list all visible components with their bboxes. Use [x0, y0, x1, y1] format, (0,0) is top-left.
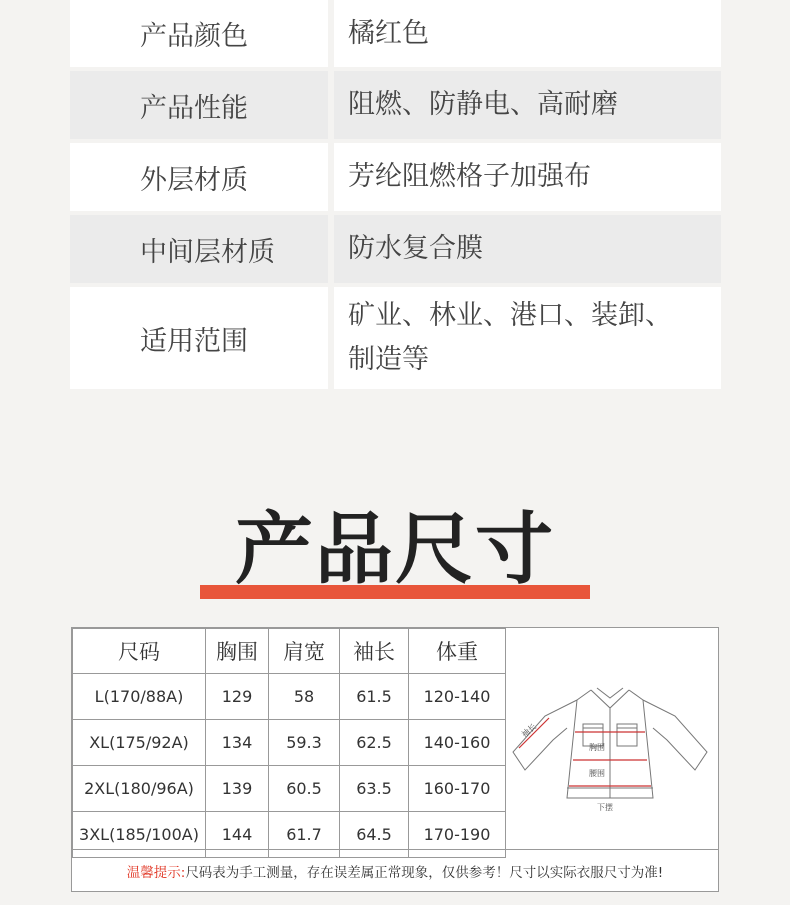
spec-key: 产品性能: [70, 71, 328, 139]
jacket-diagram-icon: [505, 628, 718, 849]
spec-row-middle-material: [70, 215, 721, 283]
spec-key: 产品颜色: [70, 0, 328, 67]
spec-key: 外层材质: [70, 143, 328, 211]
header-sleeve: 袖长: [340, 629, 409, 674]
diagram-label-chest: 胸围: [589, 743, 605, 752]
table-cell: 129: [206, 674, 269, 720]
table-cell: 61.5: [340, 674, 409, 720]
diagram-label-hem: 下摆: [597, 803, 613, 812]
table-row: [73, 766, 506, 812]
table-cell: 61.7: [269, 812, 340, 858]
spec-value: 橘红色: [334, 0, 721, 67]
diagram-label-sleeve: 袖长: [520, 721, 539, 740]
table-row: [73, 720, 506, 766]
table-cell: XL(175/92A): [73, 720, 206, 766]
header-size: 尺码: [73, 629, 206, 674]
spec-value: 阻燃、防静电、高耐磨: [334, 71, 721, 139]
spec-value: 芳纶阻燃格子加强布: [334, 143, 721, 211]
table-cell: 139: [206, 766, 269, 812]
note-text: 尺码表为手工测量，存在误差属正常现象，仅供参考！尺寸以实际衣服尺寸为准!: [185, 865, 664, 881]
note-prefix: 温馨提示:: [126, 865, 186, 881]
section-title: 产品尺寸: [234, 505, 555, 595]
table-row: [73, 674, 506, 720]
table-cell: 160-170: [409, 766, 506, 812]
table-cell: 170-190: [409, 812, 506, 858]
spec-row-outer-material: [70, 143, 721, 211]
size-table: [72, 628, 506, 858]
spec-value: 防水复合膜: [334, 215, 721, 283]
size-chart: [71, 627, 719, 892]
table-cell: 140-160: [409, 720, 506, 766]
spec-key: 中间层材质: [70, 215, 328, 283]
table-cell: 63.5: [340, 766, 409, 812]
spec-table: [70, 0, 721, 389]
table-cell: 120-140: [409, 674, 506, 720]
diagram-label-waist: 腰围: [589, 769, 605, 778]
table-cell: 134: [206, 720, 269, 766]
table-cell: 59.3: [269, 720, 340, 766]
spec-key: 适用范围: [70, 287, 328, 389]
table-cell: 144: [206, 812, 269, 858]
table-cell: 64.5: [340, 812, 409, 858]
header-chest: 胸围: [206, 629, 269, 674]
size-table-header: [73, 629, 506, 674]
spec-row-usage: [70, 287, 721, 389]
table-cell: 2XL(180/96A): [73, 766, 206, 812]
table-cell: 58: [269, 674, 340, 720]
table-cell: 60.5: [269, 766, 340, 812]
header-weight: 体重: [409, 629, 506, 674]
size-note: [72, 849, 718, 892]
table-cell: 62.5: [340, 720, 409, 766]
section-heading: [200, 505, 590, 597]
spec-value: 矿业、林业、港口、装卸、制造等: [334, 287, 721, 389]
spec-row-color: [70, 0, 721, 67]
table-cell: L(170/88A): [73, 674, 206, 720]
spec-row-performance: [70, 71, 721, 139]
table-cell: 3XL(185/100A): [73, 812, 206, 858]
header-shoulder: 肩宽: [269, 629, 340, 674]
